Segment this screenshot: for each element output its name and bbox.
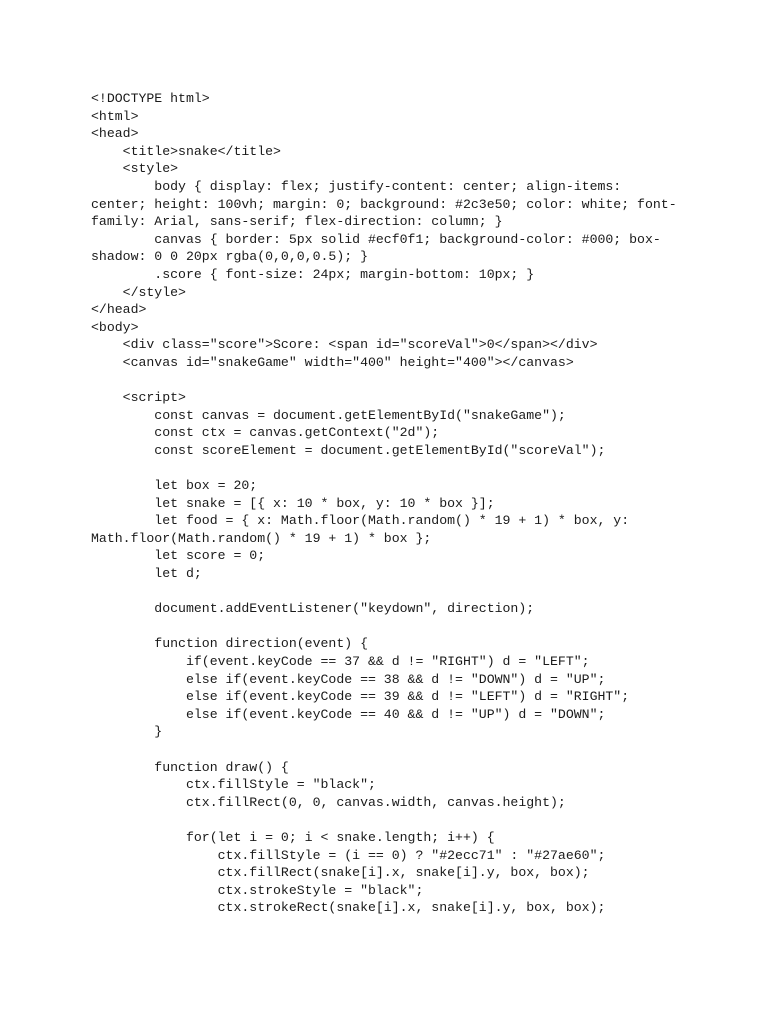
code-line: else if(event.keyCode == 38 && d != "DOWN") d = "UP"; (91, 671, 606, 687)
code-line: ctx.strokeRect(snake[i].x, snake[i].y, box, box); (91, 900, 606, 916)
code-line (91, 583, 691, 601)
code-line: let snake = [{ x: 10 * box, y: 10 * box }]; (91, 495, 495, 511)
code-line: </head> (91, 302, 147, 318)
code-line (91, 372, 691, 390)
code-line: <body> (91, 319, 139, 335)
code-line: } (91, 724, 163, 740)
code-line: body { display: flex; justify-content: center; align-items: (91, 178, 622, 194)
code-line (91, 618, 691, 636)
code-line: family: Arial, sans-serif; flex-direction: column; } (91, 214, 503, 230)
code-line: <!DOCTYPE html> (91, 91, 210, 106)
code-line: <script> (91, 390, 186, 406)
code-line: ctx.fillStyle = "black"; (91, 777, 376, 793)
code-line: .score { font-size: 24px; margin-bottom: 10px; } (91, 266, 535, 282)
code-line: <canvas id="snakeGame" width="400" height="400"></canvas> (91, 354, 574, 370)
code-line: </style> (91, 284, 186, 300)
code-line: let score = 0; (91, 548, 266, 564)
code-line: ctx.fillStyle = (i == 0) ? "#2ecc71" : "#27ae60"; (91, 847, 606, 863)
code-line: else if(event.keyCode == 40 && d != "UP") d = "DOWN"; (91, 706, 606, 722)
code-line: ctx.strokeStyle = "black"; (91, 882, 424, 898)
code-line (91, 459, 691, 477)
code-line: <style> (91, 161, 179, 177)
code-line: shadow: 0 0 20px rgba(0,0,0,0.5); } (91, 249, 368, 265)
code-line: canvas { border: 5px solid #ecf0f1; background-color: #000; box- (91, 231, 661, 247)
code-line: center; height: 100vh; margin: 0; background: #2c3e50; color: white; font- (91, 196, 677, 212)
code-line: const canvas = document.getElementById("snakeGame"); (91, 407, 566, 423)
code-line: <div class="score">Score: <span id="scoreVal">0</span></div> (91, 337, 598, 353)
code-line: const scoreElement = document.getElementById("scoreVal"); (91, 442, 606, 458)
code-line: <head> (91, 126, 139, 142)
code-line: ctx.fillRect(snake[i].x, snake[i].y, box, box); (91, 865, 590, 881)
code-line: <html> (91, 108, 139, 124)
code-line: for(let i = 0; i < snake.length; i++) { (91, 829, 495, 845)
code-line: function draw() { (91, 759, 289, 775)
code-line: ctx.fillRect(0, 0, canvas.width, canvas.height); (91, 794, 566, 810)
code-line: Math.floor(Math.random() * 19 + 1) * box }; (91, 530, 432, 546)
code-line: function direction(event) { (91, 636, 368, 652)
code-line: let box = 20; (91, 478, 258, 494)
code-line: else if(event.keyCode == 39 && d != "LEFT") d = "RIGHT"; (91, 689, 630, 705)
code-line (91, 811, 691, 829)
code-line: <title>snake</title> (91, 143, 281, 159)
code-line: document.addEventListener("keydown", direction); (91, 601, 535, 617)
code-line: let d; (91, 566, 202, 582)
code-line: if(event.keyCode == 37 && d != "RIGHT") d = "LEFT"; (91, 654, 590, 669)
code-listing (91, 90, 691, 917)
code-line: const ctx = canvas.getContext("2d"); (91, 425, 440, 441)
code-line (91, 741, 691, 759)
code-line: let food = { x: Math.floor(Math.random() * 19 + 1) * box, y: (91, 513, 630, 529)
